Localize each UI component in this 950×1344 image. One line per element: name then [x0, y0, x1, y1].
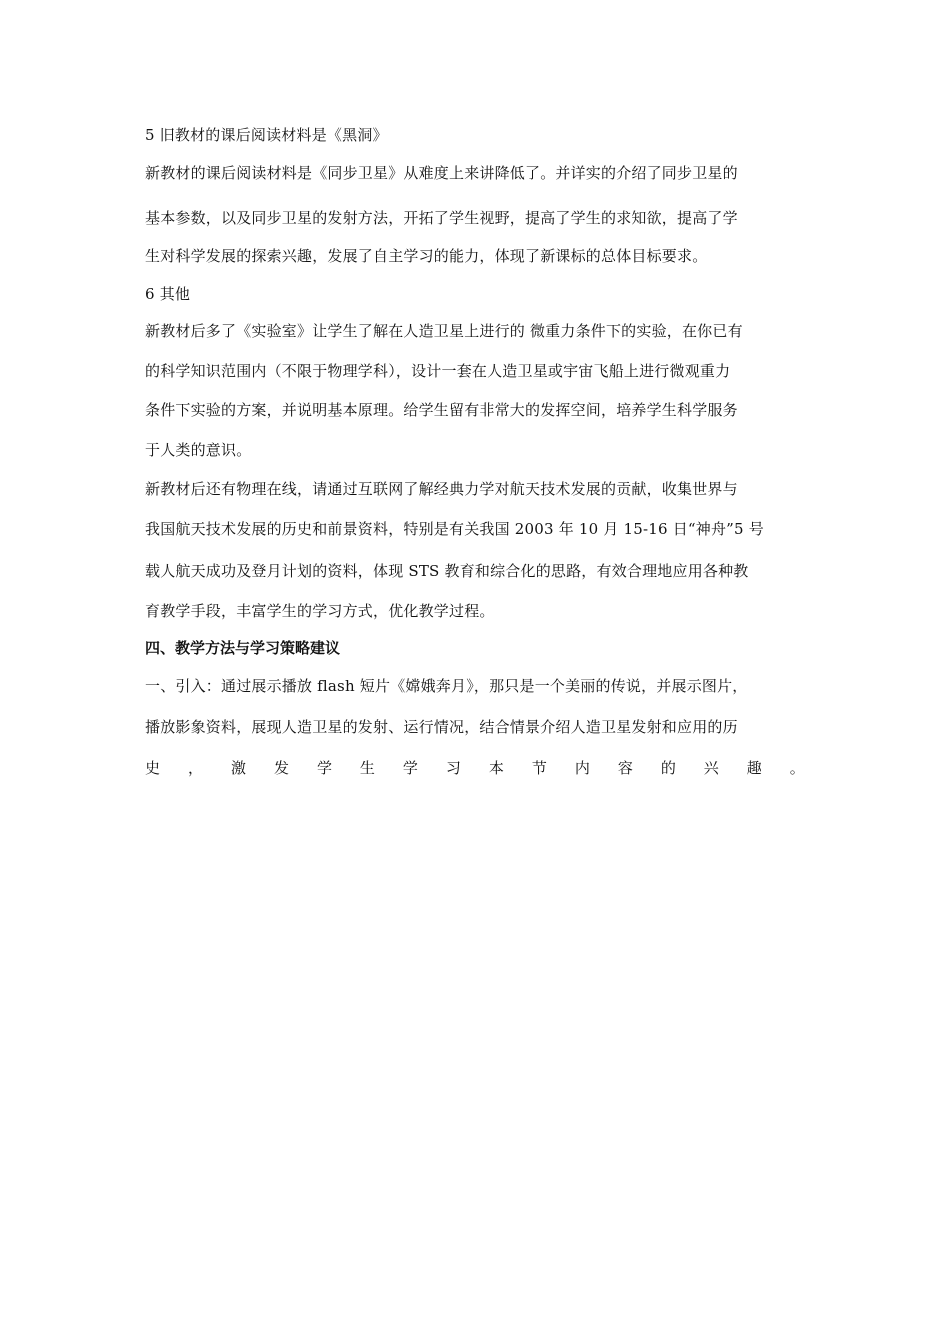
section5-title: 5 旧教材的课后阅读材料是《黑洞》 [145, 126, 388, 144]
char: 兴 [703, 759, 719, 777]
paragraph-line: 于人类的意识。 [145, 441, 252, 459]
char: 本 [488, 759, 504, 777]
char: 内 [574, 759, 590, 777]
char: 学 [402, 759, 418, 777]
paragraph-line: 基本参数，以及同步卫星的发射方法，开拓了学生视野，提高了学生的求知欲，提高了学 [145, 209, 738, 227]
paragraph-line: 我国航天技术发展的历史和前景资料，特别是有关我国 2003 年 10 月 15-16 日“神舟”5 号 [145, 520, 764, 538]
paragraph-line: 条件下实验的方案，并说明基本原理。给学生留有非常大的发挥空间，培养学生科学服务 [145, 401, 738, 419]
paragraph-line: 新教材的课后阅读材料是《同步卫星》从难度上来讲降低了。并详实的介绍了同步卫星的 [145, 164, 738, 182]
paragraph-line: 播放影象资料，展现人造卫星的发射、运行情况，结合情景介绍人造卫星发射和应用的历 [145, 718, 738, 736]
paragraph-line: 新教材后还有物理在线，请通过互联网了解经典力学对航天技术发展的贡献，收集世界与 [145, 480, 738, 498]
char: ， [187, 759, 203, 777]
paragraph-line: 载人航天成功及登月计划的资料，体现 STS 教育和综合化的思路，有效合理地应用各种教 [145, 562, 749, 580]
char: 趣 [746, 759, 762, 777]
char: 生 [359, 759, 375, 777]
char: 发 [273, 759, 289, 777]
char: 史 [145, 759, 161, 777]
paragraph-line: 育教学手段，丰富学生的学习方式，优化教学过程。 [145, 602, 495, 620]
char: 容 [617, 759, 633, 777]
char: 激 [230, 759, 246, 777]
paragraph-line: 的科学知识范围内（不限于物理学科），设计一套在人造卫星或宇宙飞船上进行微观重力 [145, 362, 731, 380]
paragraph-line: 新教材后多了《实验室》让学生了解在人造卫星上进行的 微重力条件下的实验，在你已有 [145, 322, 743, 340]
section6-title: 6 其他 [145, 285, 191, 303]
char: 节 [531, 759, 547, 777]
char: 学 [316, 759, 332, 777]
paragraph-line: 生对科学发展的探索兴趣，发展了自主学习的能力，体现了新课标的总体目标要求。 [145, 247, 708, 265]
section4-heading: 四、教学方法与学习策略建议 [145, 639, 341, 657]
char: 的 [660, 759, 676, 777]
justified-last-line [145, 757, 805, 778]
char: 习 [445, 759, 461, 777]
paragraph-line: 一、引入：通过展示播放 flash 短片《嫦娥奔月》，那只是一个美丽的传说，并展示图片， [145, 677, 748, 695]
char: 。 [789, 759, 805, 777]
